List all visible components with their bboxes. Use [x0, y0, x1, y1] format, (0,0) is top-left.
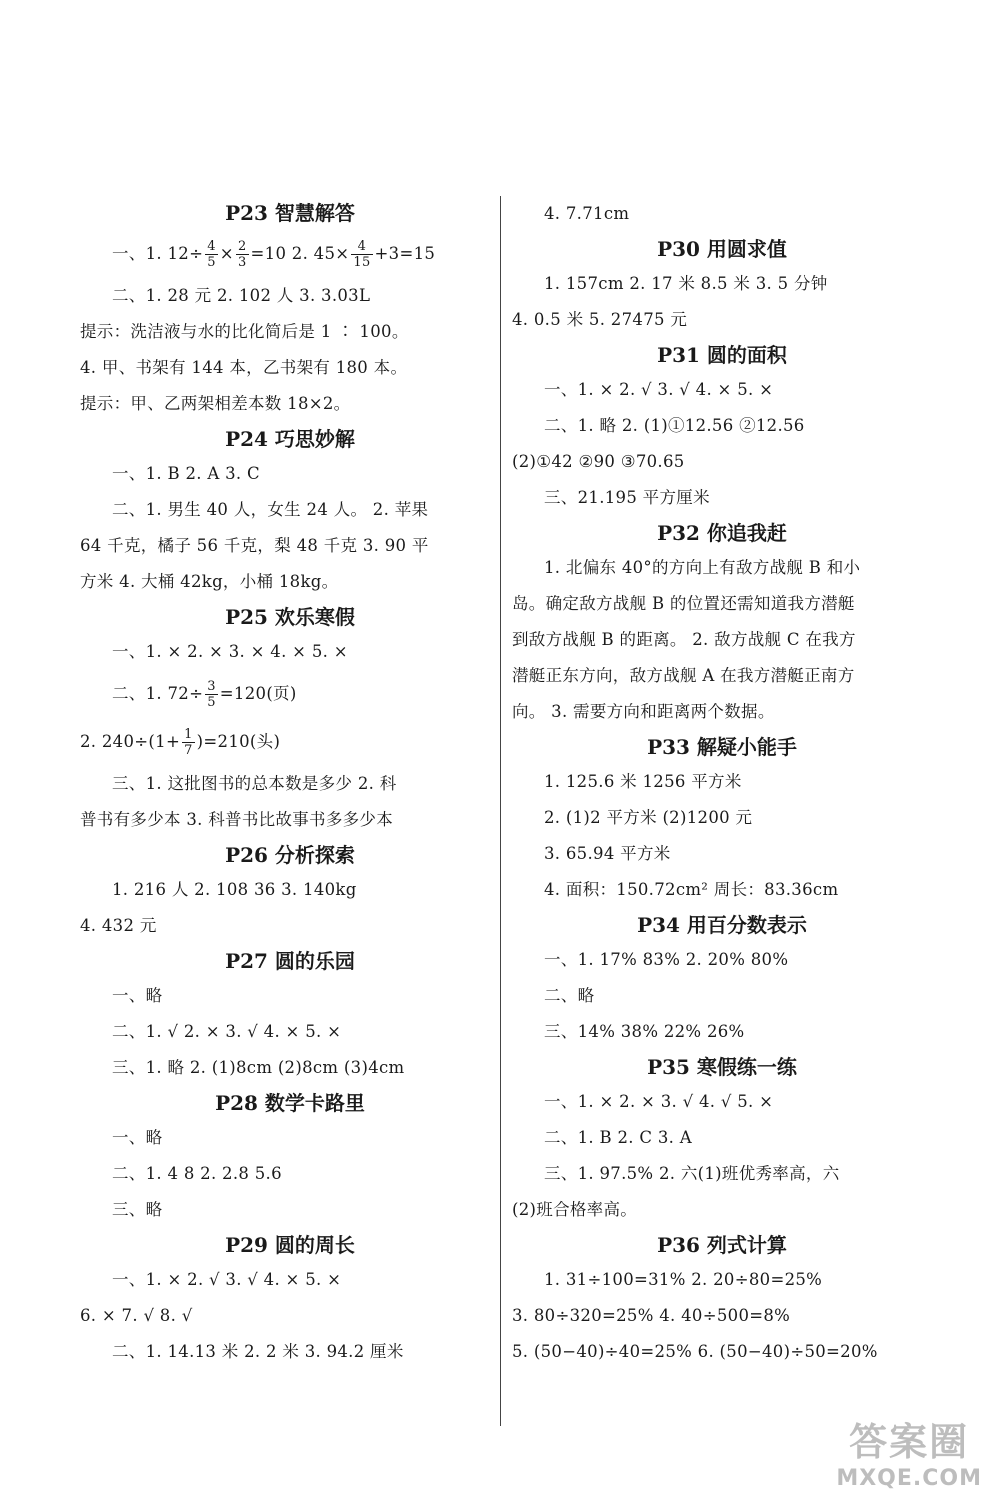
answer-line: 三、略 [112, 1200, 163, 1219]
answer-line: (2)①42 ②90 ③70.65 [512, 452, 685, 471]
answer-line: 一、1. 12÷ $\frac{4}{5}$ × $\frac{2}{3}$ =10 2. 45× $\frac{4}{15}$ +3=15 [112, 239, 436, 270]
section-title-p34: P34 用百分数表示 [637, 913, 807, 937]
answer-line: 二、1. 略 2. (1)①12.56 ②12.56 [544, 416, 805, 435]
answer-line: 二、1. 72÷ $\frac{3}{5}$ =120(页) [112, 679, 297, 710]
section-title-p23: P23 智慧解答 [225, 201, 355, 225]
section-title-p32: P32 你追我赶 [657, 521, 787, 545]
answer-line: 3. 65.94 平方米 [544, 844, 671, 863]
answer-line: 二、1. 4 8 2. 2.8 5.6 [112, 1164, 282, 1183]
answer-line: 二、1. B 2. C 3. A [544, 1128, 692, 1147]
answer-line: 二、1. 14.13 米 2. 2 米 3. 94.2 厘米 [112, 1342, 404, 1361]
answer-line: 4. 7.71cm [544, 204, 630, 223]
answer-line: 三、21.195 平方厘米 [544, 488, 710, 507]
answer-line: 1. 157cm 2. 17 米 8.5 米 3. 5 分钟 [544, 274, 828, 293]
column-divider [500, 196, 501, 1426]
watermark [836, 1411, 982, 1491]
answer-line: 4. 0.5 米 5. 27475 元 [512, 310, 688, 329]
section-title-p28: P28 数学卡路里 [215, 1091, 365, 1115]
answer-line: 1. 216 人 2. 108 36 3. 140kg [112, 880, 357, 899]
answer-line: 向。 3. 需要方向和距离两个数据。 [512, 702, 775, 721]
answer-line: 5. (50−40)÷40=25% 6. (50−40)÷50=20% [512, 1342, 878, 1361]
answer-line: 三、1. 略 2. (1)8cm (2)8cm (3)4cm [112, 1058, 405, 1077]
answer-line: 一、1. × 2. × 3. × 4. × 5. × [112, 642, 348, 661]
section-title-p24: P24 巧思妙解 [225, 427, 355, 451]
answer-line: 二、1. 28 元 2. 102 人 3. 3.03L [112, 286, 371, 305]
section-title-p31: P31 圆的面积 [657, 343, 787, 367]
answer-line: 一、1. 17% 83% 2. 20% 80% [544, 950, 789, 969]
section-title-p30: P30 用圆求值 [657, 237, 787, 261]
answer-line: 一、1. × 2. √ 3. √ 4. × 5. × [112, 1270, 342, 1289]
watermark-logo: 答案圈 [849, 1420, 970, 1464]
answer-line: 6. × 7. √ 8. √ [80, 1306, 193, 1325]
section-title-p35: P35 寒假练一练 [647, 1055, 797, 1079]
answer-line: 一、1. B 2. A 3. C [112, 464, 260, 483]
hint-line: 提示：甲、乙两架相差本数 18×2。 [80, 394, 351, 413]
section-title-p33: P33 解疑小能手 [647, 735, 797, 759]
answer-line: 3. 80÷320=25% 4. 40÷500=8% [512, 1306, 791, 1325]
answer-line: 一、1. × 2. × 3. √ 4. √ 5. × [544, 1092, 774, 1111]
fraction: $\frac{1}{7}$ [184, 727, 193, 758]
fraction: $\frac{3}{5}$ [207, 679, 216, 710]
answer-line: 4. 432 元 [80, 916, 157, 935]
section-title-p25: P25 欢乐寒假 [225, 605, 355, 629]
answer-line: 64 千克，橘子 56 千克，梨 48 千克 3. 90 平 [80, 536, 429, 555]
answer-line: 二、1. 男生 40 人，女生 24 人。 2. 苹果 [112, 500, 429, 519]
right-column [512, 196, 932, 1370]
answer-line: 二、1. √ 2. × 3. √ 4. × 5. × [112, 1022, 342, 1041]
fraction: $\frac{2}{3}$ [237, 239, 247, 270]
answer-line: (2)班合格率高。 [512, 1200, 638, 1219]
answer-line: 4. 面积：150.72cm² 周长：83.36cm [544, 880, 839, 899]
answer-line: 三、1. 这批图书的总本数是多少 2. 科 [112, 774, 397, 793]
answer-line: 1. 125.6 米 1256 平方米 [544, 772, 742, 791]
left-column [80, 196, 500, 1370]
section-title-p29: P29 圆的周长 [225, 1233, 355, 1257]
answer-line: 4. 甲、书架有 144 本，乙书架有 180 本。 [80, 358, 408, 377]
answer-line: 一、略 [112, 1128, 163, 1147]
answer-line: 三、1. 97.5% 2. 六(1)班优秀率高，六 [544, 1164, 840, 1183]
section-title-p26: P26 分析探索 [225, 843, 355, 867]
fraction: $\frac{4}{5}$ [207, 239, 216, 270]
answer-line: 到敌方战舰 B 的距离。 2. 敌方战舰 C 在我方 [512, 630, 856, 649]
answer-line: 岛。确定敌方战舰 B 的位置还需知道我方潜艇 [512, 594, 855, 613]
watermark-url: MXQE.COM [836, 1466, 982, 1491]
answer-line: 潜艇正东方向，敌方战舰 A 在我方潜艇正南方 [512, 666, 855, 685]
hint-line: 提示：洗洁液与水的比化简后是 1 ∶ 100。 [80, 322, 409, 341]
answer-line: 1. 北偏东 40°的方向上有敌方战舰 B 和小 [544, 558, 861, 577]
answer-line: 二、略 [544, 986, 595, 1005]
answer-line: 一、1. × 2. √ 3. √ 4. × 5. × [544, 380, 774, 399]
section-title-p36: P36 列式计算 [657, 1233, 787, 1257]
answer-line: 三、14% 38% 22% 26% [544, 1022, 745, 1041]
answer-line: 2. (1)2 平方米 (2)1200 元 [544, 808, 753, 827]
answer-line: 一、略 [112, 986, 163, 1005]
answer-line: 普书有多少本 3. 科普书比故事书多多少本 [80, 810, 394, 829]
answer-line: 1. 31÷100=31% 2. 20÷80=25% [544, 1270, 823, 1289]
section-title-p27: P27 圆的乐园 [225, 949, 355, 973]
answer-line: 方米 4. 大桶 42kg，小桶 18kg。 [80, 572, 339, 591]
answer-line: 2. 240÷(1+ $\frac{1}{7}$ )=210(头) [80, 727, 281, 758]
fraction: $\frac{4}{15}$ [353, 239, 371, 270]
